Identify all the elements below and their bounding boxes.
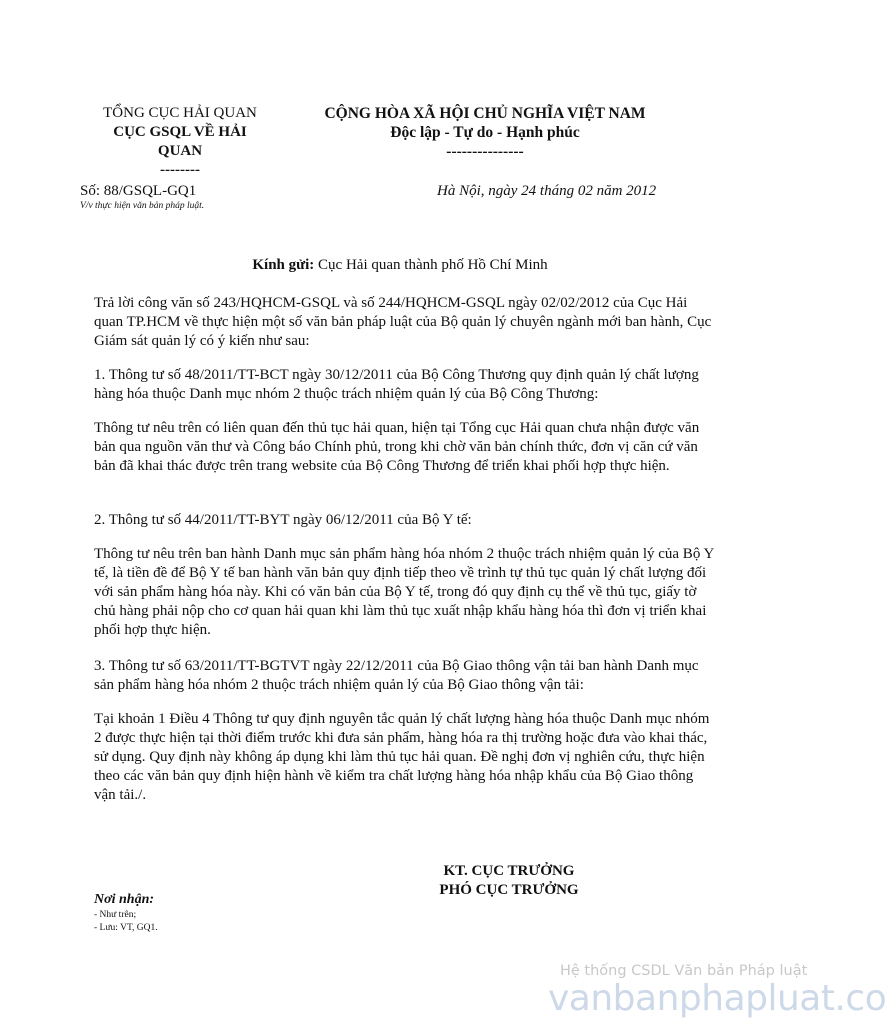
item2-heading: 2. Thông tư số 44/2011/TT-BYT ngày 06/12/2011 của Bộ Y tế: (94, 512, 472, 528)
item1-detail: Thông tư nêu trên có liên quan đến thủ tục hải quan, hiện tại Tổng cục Hải quan chưa nhận được văn bản qua nguồn văn thư và Công báo Chính phủ, trong khi chờ văn bản chính thức, đơn vị căn cứ văn bản đã khai thác được trên trang website của Bộ Công Thương để triển khai phối hợp thực hiện. (94, 420, 700, 474)
agency-name-line1: CỤC GSQL VỀ HẢI (113, 124, 247, 140)
national-motto: Độc lập - Tự do - Hạnh phúc (390, 124, 580, 141)
agency-parent: TỔNG CỤC HẢI QUAN (103, 105, 257, 121)
motto-rule: --------------- (446, 143, 524, 160)
nation-name: CỘNG HÒA XÃ HỘI CHỦ NGHĨA VIỆT NAM (324, 105, 646, 122)
document-number: Số: 88/GSQL-GQ1 (80, 183, 197, 199)
issuing-agency-block (80, 104, 280, 180)
intro-paragraph: Trả lời công văn số 243/HQHCM-GSQL và số 244/HQHCM-GSQL ngày 02/02/2012 của Cục Hải quan TP.HCM về thực hiện một số văn bản pháp luật của Bộ quản lý chuyên ngành mới ban hành, Cục Giám sát quản lý có ý kiến như sau: (94, 295, 712, 349)
watermark-site: vanbanphapluat.co (548, 978, 886, 1019)
recipient-line (0, 257, 800, 274)
item2-detail: Thông tư nêu trên ban hành Danh mục sản phẩm hàng hóa nhóm 2 thuộc trách nhiệm quản lý của Bộ Y tế, là tiền đề để Bộ Y tế ban hành văn bản quy định tiếp theo về trình tự thủ tục quản lý chất lượng đối với sản phẩm hàng hóa này. Khi có văn bản của Bộ Y tế, trong đó quy định cụ thể về thủ tục, giấy tờ chủ hàng phải nộp cho cơ quan hải quan khi làm thủ tục xuất nhập khẩu hàng hóa thì đơn vị triển khai phối hợp thực hiện. (94, 546, 714, 638)
recipients-item: - Lưu: VT, GQ1. (94, 923, 158, 933)
national-title-block (300, 104, 670, 161)
document-subject: V/v thực hiện văn bản pháp luật. (80, 201, 205, 211)
signature-block (420, 862, 598, 900)
item1-heading: 1. Thông tư số 48/2011/TT-BCT ngày 30/12/2011 của Bộ Công Thương quy định quản lý chất lượng hàng hóa thuộc Danh mục nhóm 2 thuộc trách nhiệm quản lý của Bộ Công Thương: (94, 367, 699, 402)
watermark-caption: Hệ thống CSDL Văn bản Pháp luật (560, 963, 808, 979)
recipients-item: - Như trên; (94, 910, 137, 920)
item3-detail: Tại khoản 1 Điều 4 Thông tư quy định nguyên tắc quản lý chất lượng hàng hóa thuộc Danh mục nhóm 2 được thực hiện tại thời điểm trước khi đưa sản phẩm, hàng hóa ra thị trường hoặc đưa vào khai thác, sử dụng. Quy định này không áp dụng khi làm thủ tục hải quan. Đề nghị đơn vị nghiên cứu, thực hiện theo các văn bản quy định hiện hành về kiểm tra chất lượng hàng hóa nhập khẩu của Bộ Giao thông vận tải./. (94, 711, 710, 803)
recipient-name: Cục Hải quan thành phố Hồ Chí Minh (314, 257, 548, 273)
recipients-title: Nơi nhận: (94, 892, 155, 907)
agency-rule: -------- (160, 162, 200, 178)
item3-heading: 3. Thông tư số 63/2011/TT-BGTVT ngày 22/12/2011 của Bộ Giao thông vận tải ban hành Danh mục sản phẩm hàng hóa nhóm 2 thuộc trách nhiệm quản lý của Bộ Giao thông vận tải: (94, 658, 699, 693)
signature-line2: PHÓ CỤC TRƯỞNG (439, 882, 579, 898)
signature-line1: KT. CỤC TRƯỞNG (443, 863, 575, 879)
place-date: Hà Nội, ngày 24 tháng 02 năm 2012 (437, 183, 657, 199)
recipient-label: Kính gửi: (252, 257, 315, 273)
agency-name-line2: QUAN (157, 143, 203, 159)
